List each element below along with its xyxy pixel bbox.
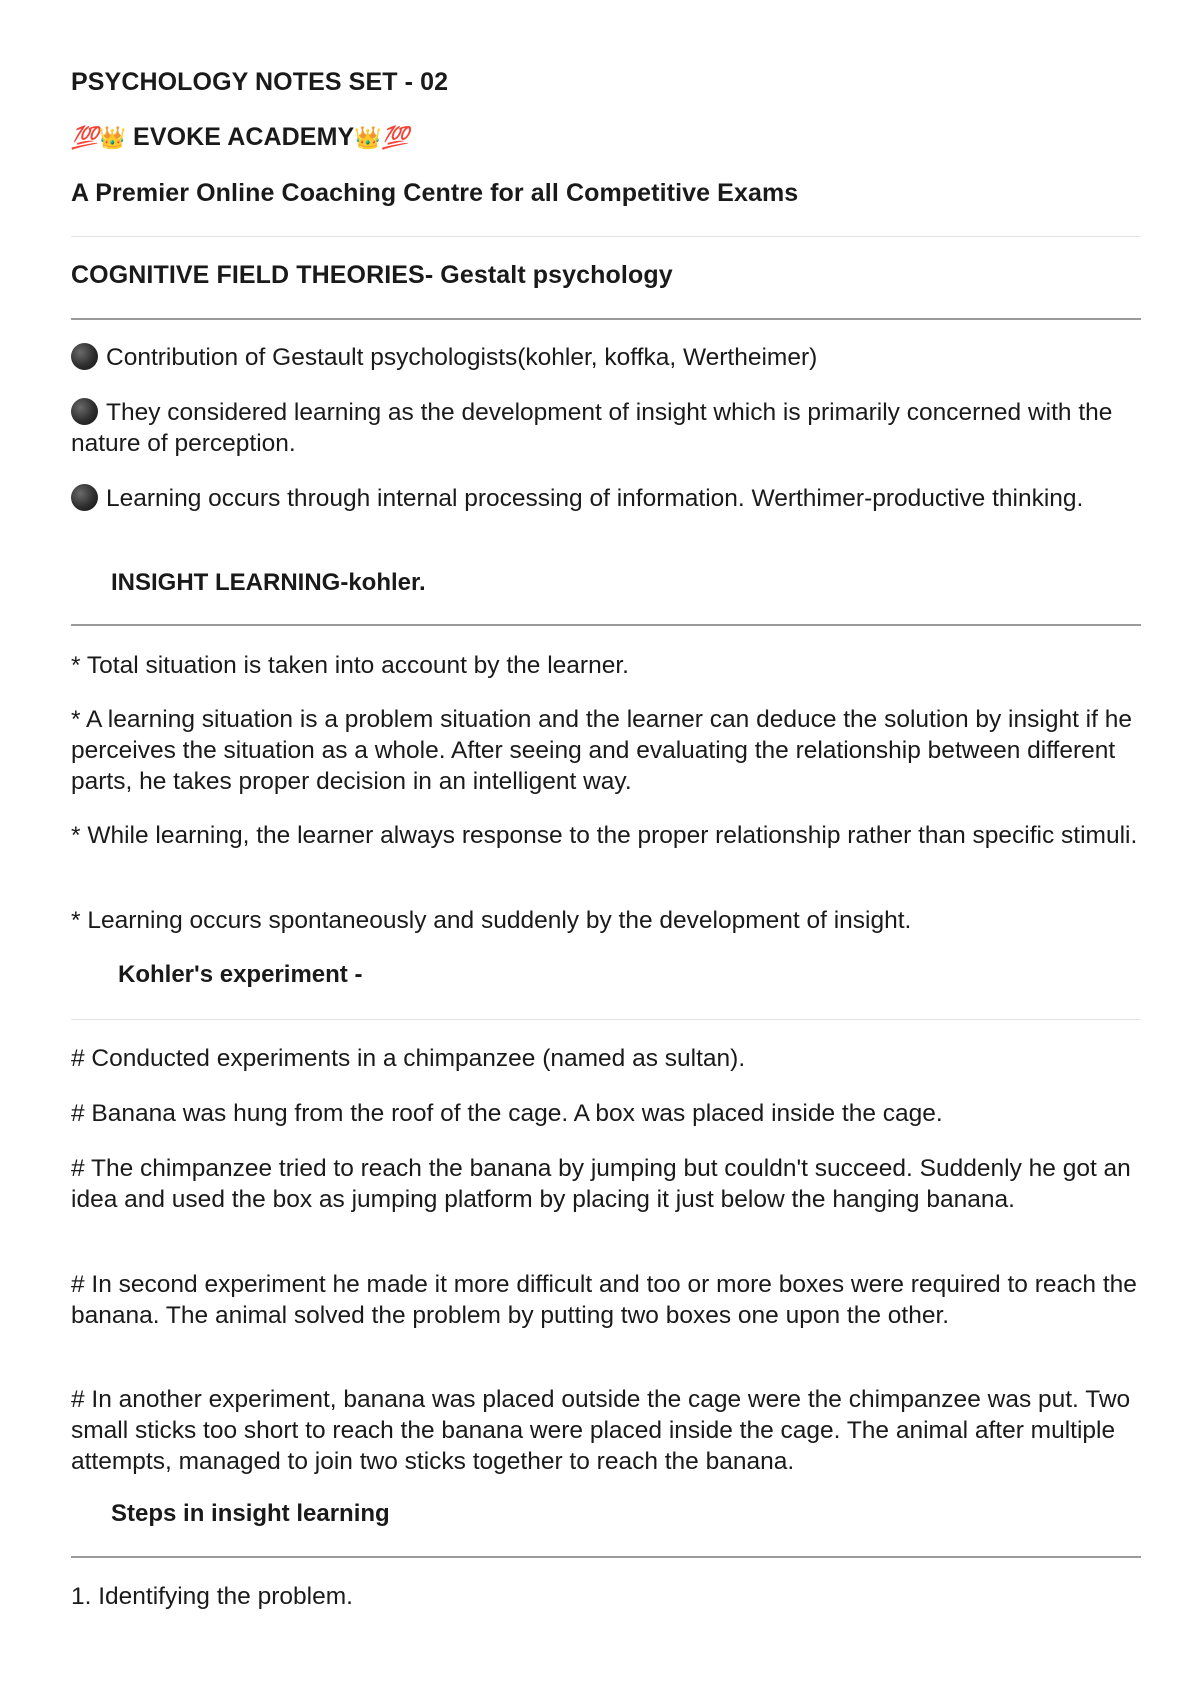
list-item: # In another experiment, banana was placed outside the cage were the chimpanzee was put. Two small sticks too short to reach the banana were placed inside the cage. The animal after multiple attempts, managed to join two sticks together to reach the banana. bbox=[71, 1386, 1131, 1475]
list-item: * Total situation is taken into account by the learner. bbox=[71, 652, 629, 679]
divider bbox=[71, 318, 1141, 320]
bullet-text: They considered learning as the development of insight which is primarily concerned with the nature of perception. bbox=[71, 399, 1113, 457]
bullet-text: Learning occurs through internal processing of information. Werthimer-productive thinking. bbox=[106, 485, 1084, 512]
list-item bbox=[71, 342, 1141, 373]
section-heading: COGNITIVE FIELD THEORIES- Gestalt psychology bbox=[71, 261, 673, 289]
tagline: A Premier Online Coaching Centre for all Competitive Exams bbox=[71, 179, 799, 207]
list-item: * Learning occurs spontaneously and suddenly by the development of insight. bbox=[71, 907, 912, 934]
list-item bbox=[71, 397, 1141, 459]
doc-title: PSYCHOLOGY NOTES SET - 02 bbox=[71, 68, 449, 96]
black-circle-icon bbox=[71, 398, 98, 425]
list-item: 1. Identifying the problem. bbox=[71, 1583, 353, 1610]
list-item: # Conducted experiments in a chimpanzee (named as sultan). bbox=[71, 1045, 746, 1072]
divider bbox=[71, 1556, 1141, 1558]
insight-heading: INSIGHT LEARNING-kohler. bbox=[111, 569, 426, 596]
list-item: * While learning, the learner always response to the proper relationship rather than specific stimuli. bbox=[71, 822, 1138, 849]
list-item: * A learning situation is a problem situation and the learner can deduce the solution by insight if he perceives the situation as a whole. After seeing and evaluating the relationship between different parts, he takes proper decision in an intelligent way. bbox=[71, 706, 1132, 795]
crown-icon: 👑 bbox=[98, 125, 126, 150]
divider bbox=[71, 1019, 1141, 1020]
experiment-heading: Kohler's experiment - bbox=[118, 961, 363, 988]
black-circle-icon bbox=[71, 484, 98, 511]
list-item: # The chimpanzee tried to reach the banana by jumping but couldn't succeed. Suddenly he got an idea and used the box as jumping platform by placing it just below the hanging banana. bbox=[71, 1155, 1131, 1213]
steps-heading: Steps in insight learning bbox=[111, 1500, 390, 1527]
divider bbox=[71, 624, 1141, 626]
brand-name: EVOKE ACADEMY bbox=[133, 123, 355, 151]
black-circle-icon bbox=[71, 343, 98, 370]
hundred-points-icon: 💯 bbox=[381, 125, 410, 150]
crown-icon: 👑 bbox=[354, 125, 382, 150]
bullet-text: Contribution of Gestault psychologists(kohler, koffka, Wertheimer) bbox=[106, 344, 818, 371]
list-item: # Banana was hung from the roof of the cage. A box was placed inside the cage. bbox=[71, 1100, 943, 1127]
list-item: # In second experiment he made it more difficult and too or more boxes were required to reach the banana. The animal solved the problem by putting two boxes one upon the other. bbox=[71, 1271, 1137, 1329]
divider bbox=[71, 236, 1141, 237]
hundred-points-icon: 💯 bbox=[71, 125, 99, 150]
list-item bbox=[71, 483, 1141, 514]
brand-line bbox=[71, 123, 409, 152]
